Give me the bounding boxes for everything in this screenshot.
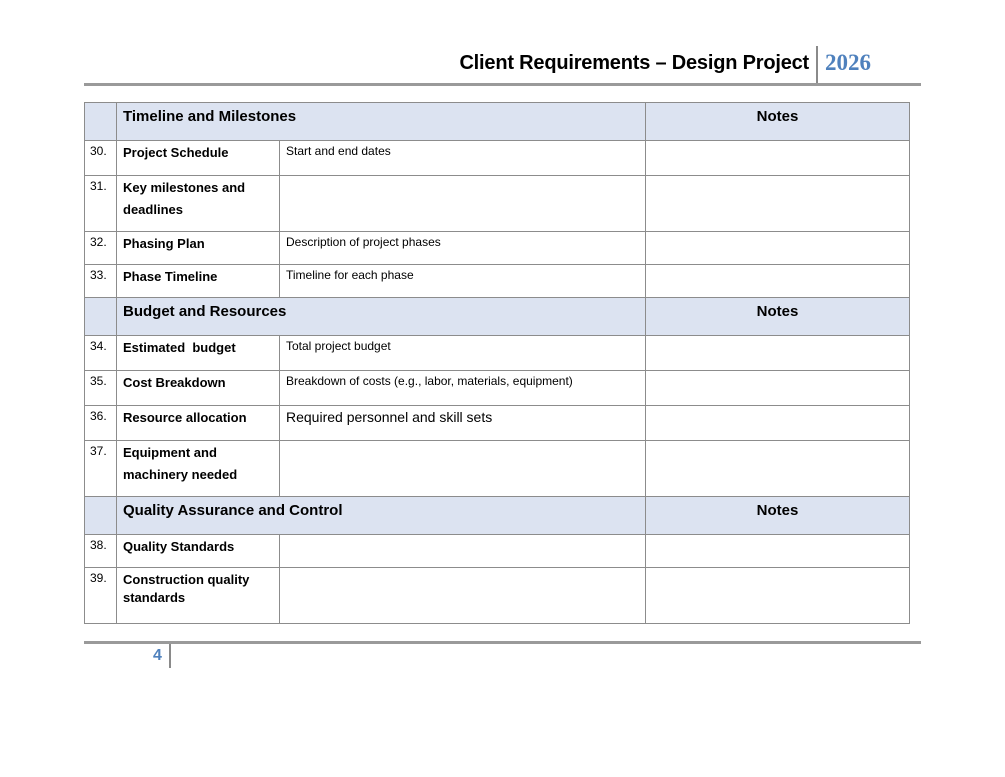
table-row	[85, 176, 910, 232]
notes-header: Notes	[646, 298, 910, 336]
row-number: 33.	[85, 265, 117, 298]
header-divider	[816, 46, 818, 83]
row-number: 32.	[85, 232, 117, 265]
table-row	[85, 232, 910, 265]
notes-header: Notes	[646, 103, 910, 141]
row-description: Breakdown of costs (e.g., labor, materials, equipment)	[280, 371, 646, 406]
footer-rule	[84, 641, 921, 644]
notes-cell[interactable]	[646, 232, 910, 265]
row-description	[280, 568, 646, 624]
notes-cell[interactable]	[646, 535, 910, 568]
notes-cell[interactable]	[646, 336, 910, 371]
row-description: Timeline for each phase	[280, 265, 646, 298]
row-item: Phasing Plan	[117, 232, 280, 265]
section-title: Budget and Resources	[117, 298, 646, 336]
notes-cell[interactable]	[646, 141, 910, 176]
notes-cell[interactable]	[646, 265, 910, 298]
header-year: 2026	[825, 50, 871, 75]
section-header-row	[85, 298, 910, 336]
row-number: 38.	[85, 535, 117, 568]
table-row	[85, 336, 910, 371]
section-header-num-cell	[85, 103, 117, 141]
row-description: Total project budget	[280, 336, 646, 371]
row-description	[280, 535, 646, 568]
row-item: Cost Breakdown	[117, 371, 280, 406]
row-number: 36.	[85, 406, 117, 441]
row-number: 35.	[85, 371, 117, 406]
notes-cell[interactable]	[646, 441, 910, 497]
table-row	[85, 141, 910, 176]
row-item: Estimated budget	[117, 336, 280, 371]
table-row	[85, 406, 910, 441]
table-row	[85, 535, 910, 568]
row-description	[280, 441, 646, 497]
table-row	[85, 371, 910, 406]
table-row	[85, 265, 910, 298]
header-rule	[84, 83, 921, 86]
section-title: Quality Assurance and Control	[117, 497, 646, 535]
row-description	[280, 176, 646, 232]
section-header-num-cell	[85, 497, 117, 535]
section-header-row	[85, 497, 910, 535]
notes-cell[interactable]	[646, 406, 910, 441]
notes-header: Notes	[646, 497, 910, 535]
row-item: Quality Standards	[117, 535, 280, 568]
section-header-row	[85, 103, 910, 141]
row-description: Description of project phases	[280, 232, 646, 265]
row-item: Project Schedule	[117, 141, 280, 176]
row-number: 39.	[85, 568, 117, 624]
footer-divider	[169, 644, 171, 668]
notes-cell[interactable]	[646, 371, 910, 406]
section-title: Timeline and Milestones	[117, 103, 646, 141]
row-number: 30.	[85, 141, 117, 176]
table-row	[85, 568, 910, 624]
row-item: Resource allocation	[117, 406, 280, 441]
notes-cell[interactable]	[646, 568, 910, 624]
section-header-num-cell	[85, 298, 117, 336]
notes-cell[interactable]	[646, 176, 910, 232]
row-item: Equipment and machinery needed	[117, 441, 280, 497]
document-title: Client Requirements – Design Project	[459, 52, 809, 74]
row-number: 31.	[85, 176, 117, 232]
row-item: Construction quality standards	[117, 568, 280, 624]
row-number: 34.	[85, 336, 117, 371]
page-number: 4	[153, 647, 162, 664]
row-number: 37.	[85, 441, 117, 497]
table-row	[85, 441, 910, 497]
row-item: Phase Timeline	[117, 265, 280, 298]
requirements-table	[84, 102, 910, 624]
row-item: Key milestones and deadlines	[117, 176, 280, 232]
row-description: Start and end dates	[280, 141, 646, 176]
row-description: Required personnel and skill sets	[280, 406, 646, 441]
